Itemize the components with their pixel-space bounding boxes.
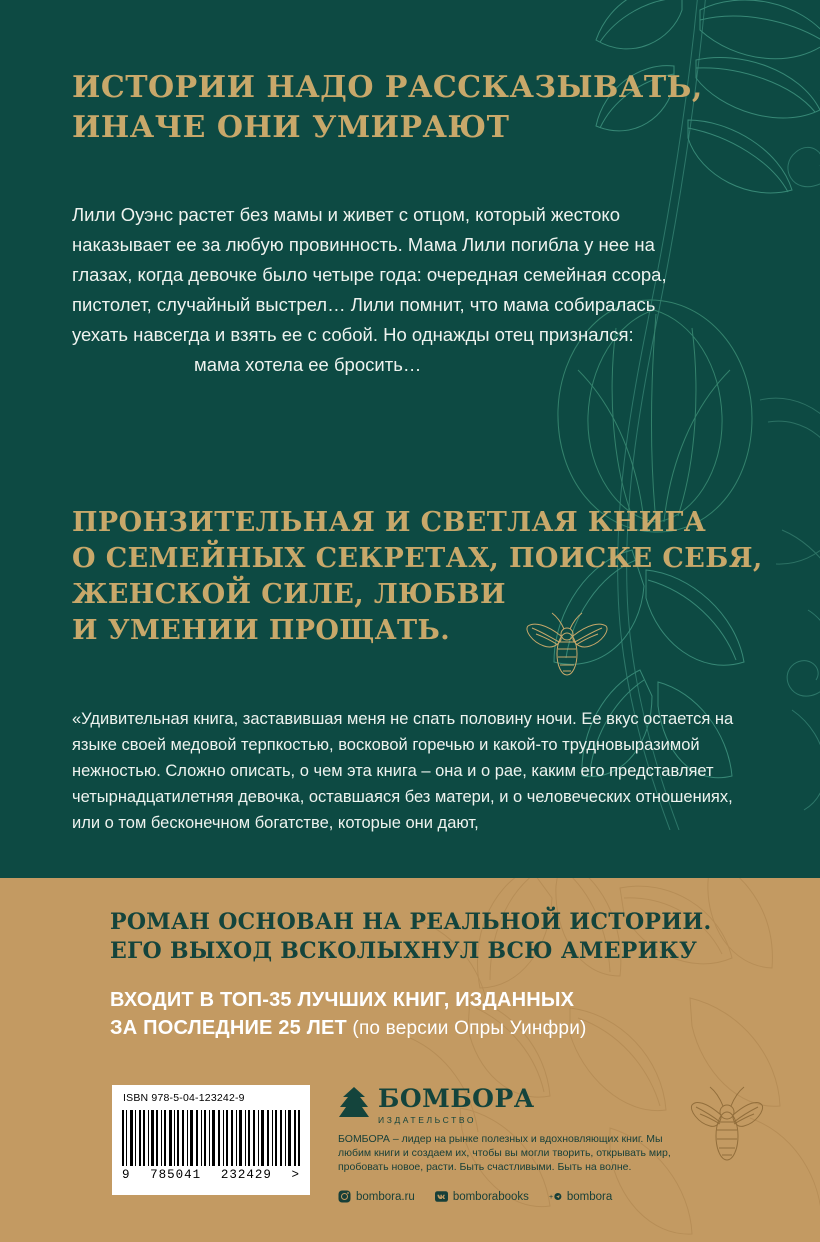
ean-right: > <box>291 1168 300 1182</box>
promo-headline-line-2: ЕГО ВЫХОД ВСКОЛЫХНУЛ ВСЮ АМЕРИКУ <box>110 938 698 964</box>
promo-award-line-1: ВХОДИТ В ТОП-35 ЛУЧШИХ КНИГ, ИЗДАННЫХ <box>110 989 575 1011</box>
ean-mid-2: 232429 <box>220 1168 272 1182</box>
social-vk-label: bomborabooks <box>452 1190 529 1203</box>
vk-icon <box>435 1190 448 1203</box>
social-vk[interactable] <box>435 1190 529 1203</box>
promo-award-normal: (по версии Опры Уинфри) <box>346 1018 587 1039</box>
headline2-line-3: ЖЕНСКОЙ СИЛЕ, ЛЮБВИ <box>72 579 506 610</box>
telegram-icon <box>549 1190 562 1203</box>
bee-icon <box>524 608 610 684</box>
publisher-name: БОМБОРА <box>378 1084 535 1113</box>
headline2-line-4: И УМЕНИИ ПРОЩАТЬ. <box>72 615 451 646</box>
instagram-icon <box>338 1190 351 1203</box>
ean-left: 9 <box>122 1168 131 1182</box>
publisher-logo <box>338 1086 535 1125</box>
blurb-tail-text: мама хотела ее бросить… <box>194 354 422 375</box>
headline-primary <box>72 68 703 148</box>
social-telegram[interactable] <box>549 1190 612 1203</box>
svg-text:+: + <box>548 1193 554 1202</box>
promo-award-bold: ЗА ПОСЛЕДНИЕ 25 ЛЕТ <box>110 1017 347 1039</box>
headline-line-1: ИСТОРИИ НАДО РАССКАЗЫВАТЬ, <box>72 70 703 105</box>
headline2-line-1: ПРОНЗИТЕЛЬНАЯ И СВЕТЛАЯ КНИГА <box>72 507 707 538</box>
publisher-description: БОМБОРА – лидер на рынке полезных и вдохновляющих книг. Мы любим книги и создаем их, чтобы вы могли творить, открывать мир, пробовать новое, расти. Быть счастливыми. Быть на волне. <box>338 1133 671 1173</box>
social-instagram[interactable] <box>338 1190 415 1203</box>
review-quote: «Удивительная книга, заставившая меня не спать половину ночи. Ее вкус остается на языке своей медовой терпкостью, восковой горечью и какой-то трудновыразимой нежностью. Сложно описать, о чем эта книга – она и о рае, каким его представляет четырнадцатилетняя девочка, оставшаяся без матери, и о человеческих отношениях, или о том бесконечном богатстве, которые они дают, <box>72 710 734 832</box>
publisher-subtitle: ИЗДАТЕЛЬСТВО <box>378 1115 477 1125</box>
headline-secondary <box>72 505 763 649</box>
promo-award-line-2 <box>110 1014 587 1043</box>
bee-icon <box>690 1078 764 1172</box>
cover-bottom-panel <box>0 878 820 1242</box>
bombora-mark-icon <box>338 1086 370 1120</box>
isbn-label: ISBN 978-5-04-123242-9 <box>123 1092 245 1104</box>
promo-headline <box>110 908 711 966</box>
blurb-main-text: Лили Оуэнс растет без мамы и живет с отцом, который жестоко наказывает ее за любую провинность. Мама Лили погибла у нее на глазах, когда девочке было четыре года: очередная семейная ссора, пистолет, случайный выстрел… Лили помнит, что мама собиралась уехать навсегда и взять ее с собой. Но однажды отец признался: <box>72 204 667 345</box>
headline2-line-2: О СЕМЕЙНЫХ СЕКРЕТАХ, ПОИСКЕ СЕБЯ, <box>72 543 763 574</box>
social-instagram-label: bombora.ru <box>356 1190 415 1203</box>
ean-mid-1: 785041 <box>150 1168 202 1182</box>
social-links <box>338 1190 612 1203</box>
barcode-digits <box>122 1168 300 1182</box>
promo-award <box>110 986 587 1043</box>
isbn-barcode <box>112 1085 310 1195</box>
blurb-paragraph <box>72 200 672 380</box>
barcode-bars <box>122 1110 300 1166</box>
headline-line-2: ИНАЧЕ ОНИ УМИРАЮТ <box>72 110 510 145</box>
social-telegram-label: bombora <box>566 1190 613 1203</box>
promo-headline-line-1: РОМАН ОСНОВАН НА РЕАЛЬНОЙ ИСТОРИИ. <box>110 909 712 935</box>
